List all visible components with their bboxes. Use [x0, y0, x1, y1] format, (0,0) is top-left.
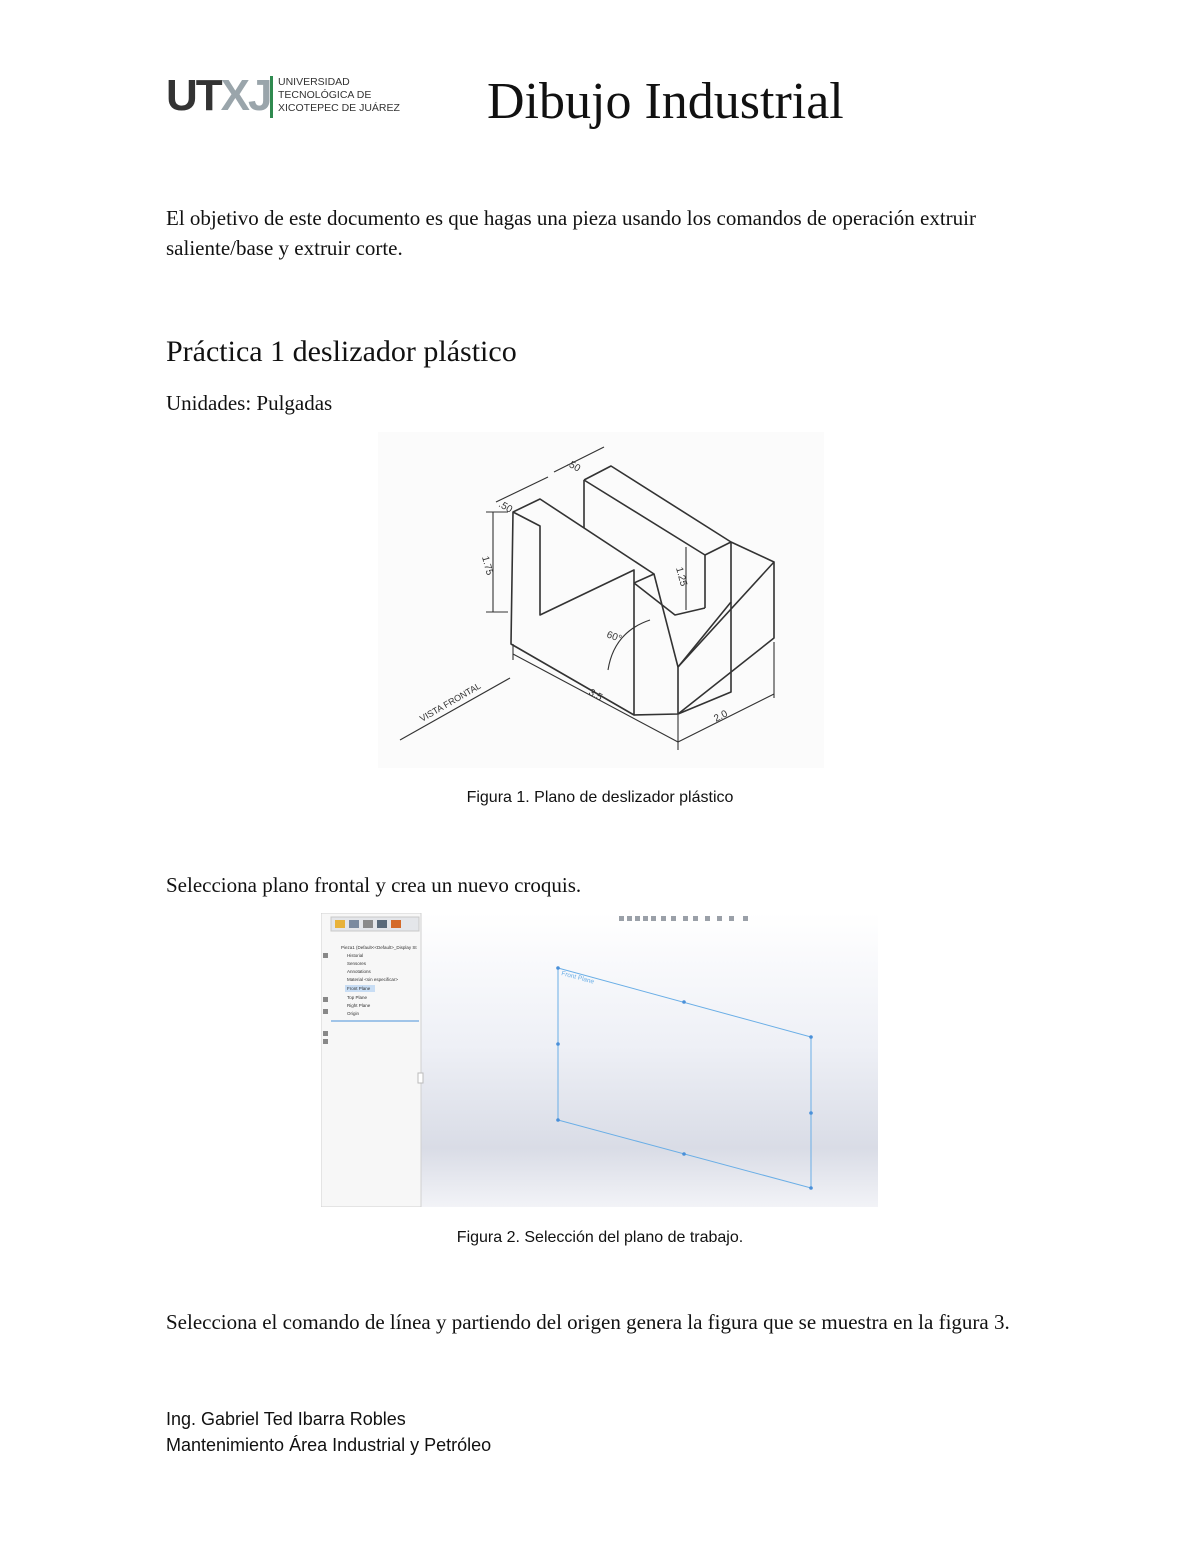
figure-1-isometric-drawing: [378, 432, 824, 768]
dim-label-60: 60°: [604, 629, 623, 645]
dim-label-175: 1.75: [479, 554, 495, 577]
tree-item[interactable]: Origin: [347, 1011, 360, 1016]
footer-author: Ing. Gabriel Ted Ibarra Robles: [166, 1409, 406, 1429]
tree-item[interactable]: Top Plane: [347, 995, 368, 1000]
section-title: Práctica 1 deslizador plástico: [166, 335, 517, 368]
tree-item[interactable]: Annotations: [347, 969, 371, 974]
footer-department: Mantenimiento Área Industrial y Petróleo: [166, 1435, 492, 1455]
document-title: Dibujo Industrial: [487, 73, 844, 130]
dim-label-20: 2.0: [712, 708, 730, 725]
step-1-text: Selecciona plano frontal y crea un nuevo croquis.: [166, 873, 582, 897]
tree-item[interactable]: Historial: [347, 953, 364, 958]
view-label: VISTA FRONTAL: [418, 680, 483, 724]
intro-paragraph: El objetivo de este documento es que hagas una pieza usando los comandos de operación extruir saliente/base y extruir corte.: [166, 206, 976, 260]
logo-divider: [270, 76, 273, 118]
dim-label-125: 1.25: [673, 565, 689, 588]
tree-item[interactable]: Right Plane: [347, 1003, 371, 1008]
tree-item[interactable]: Sensores: [347, 961, 367, 966]
figure-2-cad-screenshot: [321, 913, 878, 1207]
front-plane-label: Front Plane: [560, 970, 595, 986]
tree-item-front-plane[interactable]: Front Plane: [347, 986, 371, 991]
dim-label-050-a: .50: [496, 499, 515, 516]
figure-1-caption: Figura 1. Plano de deslizador plástico: [466, 789, 734, 806]
dim-label-35: 3.5: [586, 687, 605, 704]
step-2-text: Selecciona el comando de línea y partiendo del origen genera la figura que se muestra en la figura 3.: [166, 1310, 1010, 1334]
university-logo: [166, 71, 406, 122]
logo-mark: [166, 71, 271, 120]
tree-item[interactable]: Pieza1 (Default<<Default>_Display St: [341, 945, 417, 950]
logo-mark-ut: UT: [166, 71, 221, 120]
feature-tree-panel: [321, 913, 421, 1207]
units-text: Unidades: Pulgadas: [166, 391, 333, 415]
logo-text: UNIVERSIDAD TECNOLÓGICA DE XICOTEPEC DE JUÁREZ: [278, 76, 400, 114]
tree-item[interactable]: Material <sin especificar>: [347, 977, 399, 982]
logo-mark-xj: XJ: [220, 71, 271, 120]
figure-2-caption: Figura 2. Selección del plano de trabajo.: [456, 1229, 744, 1246]
dim-label-050-b: .50: [564, 458, 583, 475]
